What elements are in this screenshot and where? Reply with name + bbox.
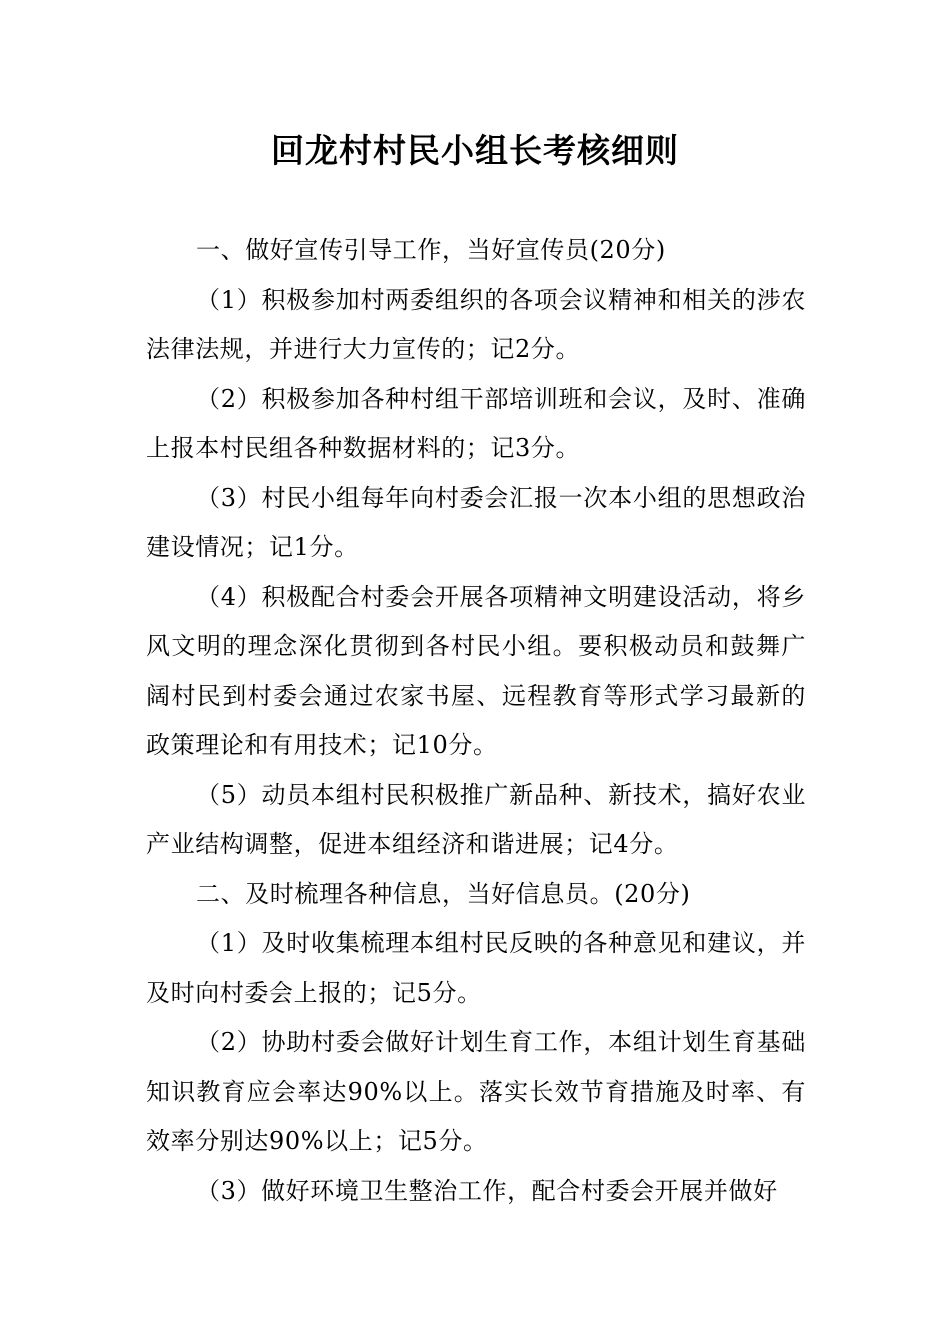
- section-1-item-4: （4）积极配合村委会开展各项精神文明建设活动，将乡风文明的理念深化贯彻到各村民小组。要积极动员和鼓舞广阔村民到村委会通过农家书屋、远程教育等形式学习最新的政策理论和有用技术；记10分。: [146, 582, 806, 759]
- section-1-item-2: （2）积极参加各种村组干部培训班和会议，及时、准确上报本村民组各种数据材料的；记3分。: [146, 384, 806, 462]
- section-1-item-1: （1）积极参加村两委组织的各项会议精神和相关的涉农法律法规，并进行大力宣传的；记2分。: [146, 285, 806, 363]
- section-2-item-2: （2）协助村委会做好计划生育工作，本组计划生育基础知识教育应会率达90%以上。落实长效节育措施及时率、有效率分别达90%以上；记5分。: [146, 1028, 806, 1155]
- section-1-item-3: （3）村民小组每年向村委会汇报一次本小组的思想政治建设情况；记1分。: [146, 483, 806, 561]
- page-title: 回龙村村民小组长考核细则: [271, 131, 679, 170]
- section-2-item-3: （3）做好环境卫生整治工作，配合村委会开展并做好: [196, 1176, 778, 1205]
- document-body: [146, 226, 806, 1216]
- section-heading-1: 一、做好宣传引导工作，当好宣传员(20分): [196, 236, 666, 264]
- section-heading-2: 二、及时梳理各种信息，当好信息员。(20分): [196, 879, 691, 908]
- section-2-item-1: （1）及时收集梳理本组村民反映的各种意见和建议，并及时向村委会上报的；记5分。: [146, 929, 806, 1007]
- section-1-item-5: （5）动员本组村民积极推广新品种、新技术，搞好农业产业结构调整，促进本组经济和谐进展；记4分。: [146, 780, 806, 858]
